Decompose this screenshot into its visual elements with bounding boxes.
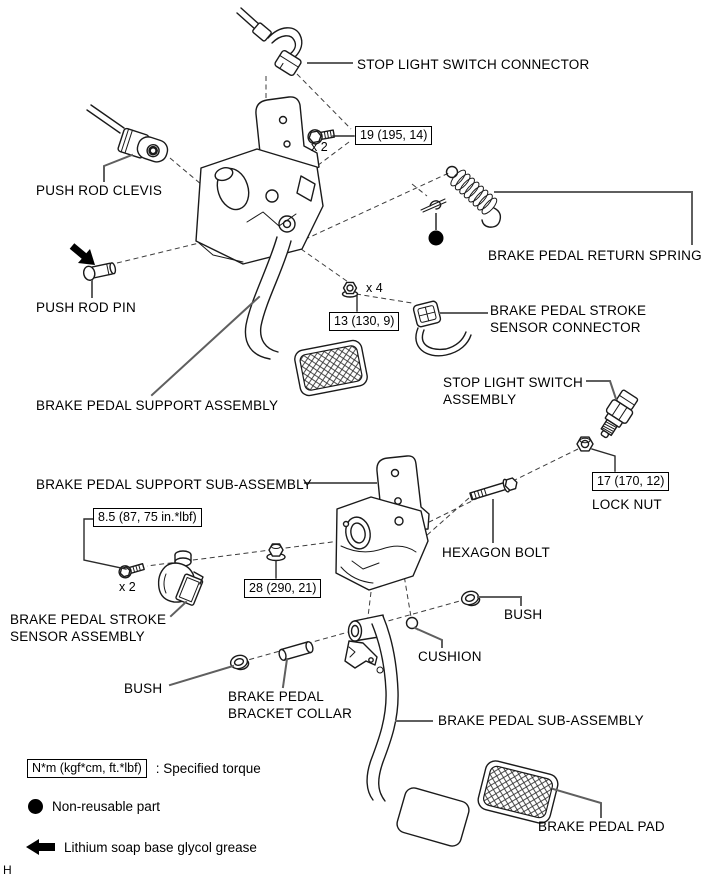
grease-arrow-icon: [26, 839, 55, 855]
torque-spec-pivot-nut: 28 (290, 21): [244, 579, 321, 598]
label-brake-pedal-support-sub-assembly: BRAKE PEDAL SUPPORT SUB-ASSEMBLY: [36, 477, 312, 492]
qty-marker-support-nuts: x 4: [366, 281, 383, 295]
brake-pedal-support-assembly-drawing: [196, 149, 323, 264]
support-nut-drawing: [343, 282, 358, 297]
pivot-nut-drawing: [267, 544, 285, 561]
torque-spec-bracket-bolts: 19 (195, 14): [355, 126, 432, 145]
torque-spec-sensor-bolts: 8.5 (87, 75 in.*lbf): [93, 508, 202, 527]
label-brake-pedal-pad: BRAKE PEDAL PAD: [538, 819, 665, 834]
label-cushion: CUSHION: [418, 649, 482, 664]
bracket-collar-drawing: [278, 641, 314, 661]
legend-specified-torque-text: : Specified torque: [155, 761, 261, 776]
push-rod-pin-drawing: [70, 243, 117, 281]
label-push-rod-pin: PUSH ROD PIN: [36, 300, 136, 315]
non-reusable-dot-icon: [28, 799, 43, 814]
legend-specified-torque: [27, 759, 261, 778]
legend-grease: [26, 839, 257, 855]
label-bush-right: BUSH: [504, 607, 543, 622]
non-reusable-mark-icon: [429, 231, 444, 246]
label-brake-pedal-bracket-collar: BRAKE PEDAL BRACKET COLLAR: [228, 689, 353, 721]
label-hexagon-bolt: HEXAGON BOLT: [442, 545, 550, 560]
stop-light-switch-connector-drawing: [237, 8, 302, 76]
brake-pedal-support-sub-assembly-drawing: [336, 456, 429, 590]
legend-grease-text: Lithium soap base glycol grease: [64, 839, 257, 855]
label-brake-pedal-sub-assembly: BRAKE PEDAL SUB-ASSEMBLY: [438, 713, 644, 728]
torque-units-box: N*m (kgf*cm, ft.*lbf): [27, 759, 147, 778]
label-stop-light-switch-assembly: STOP LIGHT SWITCH ASSEMBLY: [443, 375, 583, 407]
grease-arrow-mark-icon: [70, 243, 95, 265]
sensor-bolt-drawing: [118, 561, 145, 579]
label-push-rod-clevis: PUSH ROD CLEVIS: [36, 183, 163, 198]
legend-non-reusable: [28, 799, 160, 814]
label-lock-nut: LOCK NUT: [592, 497, 662, 512]
page-marker: H: [3, 863, 12, 877]
torque-spec-lock-nut: 17 (170, 12): [592, 472, 669, 491]
brake-pedal-return-spring-drawing: [447, 167, 501, 228]
legend-non-reusable-text: Non-reusable part: [52, 799, 161, 814]
bush-right-drawing: [460, 589, 481, 608]
label-brake-pedal-return-spring: BRAKE PEDAL RETURN SPRING: [488, 248, 702, 263]
label-brake-pedal-stroke-sensor-connector: BRAKE PEDAL STROKE SENSOR CONNECTOR: [490, 303, 647, 335]
torque-spec-support-nuts: 13 (130, 9): [329, 312, 399, 331]
label-brake-pedal-stroke-sensor-assembly: BRAKE PEDAL STROKE SENSOR ASSEMBLY: [10, 612, 167, 644]
lock-nut-drawing: [577, 437, 593, 451]
label-brake-pedal-support-assembly: BRAKE PEDAL SUPPORT ASSEMBLY: [36, 398, 279, 413]
qty-marker-bracket-bolts: x 2: [311, 140, 328, 154]
stop-light-switch-assembly-drawing: [593, 388, 640, 443]
label-bush-left: BUSH: [124, 681, 163, 696]
label-stop-light-switch-connector: STOP LIGHT SWITCH CONNECTOR: [357, 57, 590, 72]
qty-marker-sensor-bolts: x 2: [119, 580, 136, 594]
brake-pedal-pad-drawing: [476, 759, 560, 825]
clip-drawing: [421, 199, 446, 246]
stroke-sensor-connector-drawing: [413, 300, 471, 355]
hexagon-bolt-drawing: [469, 476, 519, 502]
bush-left-drawing: [229, 653, 250, 672]
